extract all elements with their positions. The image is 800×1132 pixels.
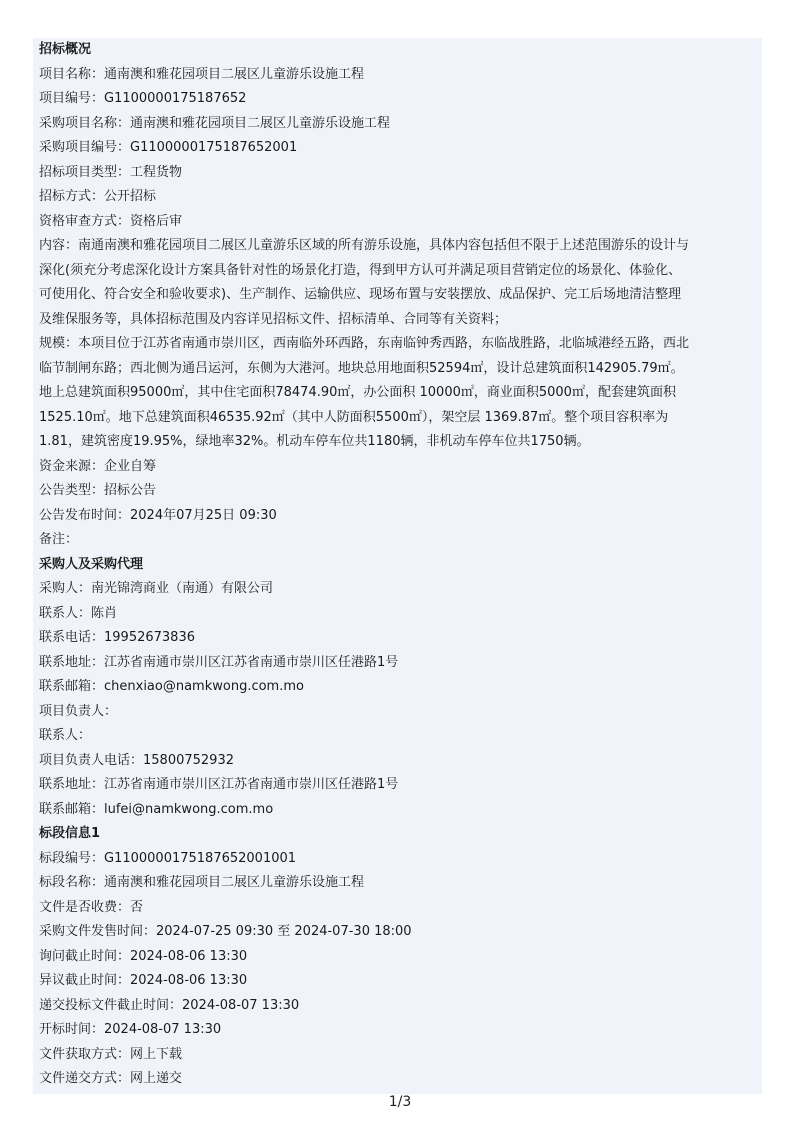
purchase-project-number: 采购项目编号：G1100000175187652001: [39, 140, 298, 155]
project-name: 项目名称：通南澳和雅花园项目二展区儿童游乐设施工程: [39, 66, 365, 82]
funding-source: 资金来源：企业自筹: [39, 458, 157, 474]
contact-person: 联系人：陈肖: [39, 605, 118, 621]
publish-time: 公告发布时间：2024年07月25日 09:30: [39, 507, 277, 523]
section-heading-lot: 标段信息1: [39, 826, 101, 841]
document-sale-time: 采购文件发售时间：2024-07-25 09:30 至 2024-07-30 18:00: [39, 924, 412, 939]
contact-phone: 联系电话：19952673836: [39, 630, 195, 645]
obtain-method: 文件获取方式：网上下载: [39, 1046, 183, 1062]
lot-number: 标段编号：G1100000175187652001001: [39, 850, 297, 866]
contact-email: 联系邮箱：chenxiao@namkwong.com.mo: [39, 679, 304, 694]
contact-email-2: 联系邮箱：lufei@namkwong.com.mo: [39, 801, 274, 817]
objection-deadline: 异议截止时间：2024-08-06 13:30: [39, 973, 248, 988]
project-leader: 项目负责人：: [39, 703, 118, 719]
section-heading-purchaser: 采购人及采购代理: [39, 556, 144, 572]
project-number: 项目编号：G1100000175187652: [39, 91, 247, 106]
inquiry-deadline: 询问截止时间：2024-08-06 13:30: [39, 948, 248, 964]
project-type: 招标项目类型：工程货物: [39, 164, 183, 180]
remark: 备注：: [39, 532, 79, 547]
leader-phone: 项目负责人电话：15800752932: [39, 752, 234, 768]
document-fee: 文件是否收费：否: [39, 899, 144, 915]
section-heading-overview: 招标概况: [39, 42, 92, 57]
notice-content: [33, 38, 762, 1094]
content-paragraph: 内容：南通南澳和雅花园项目二展区儿童游乐区域的所有游乐设施，具体内容包括但不限于上述范围游乐的设计与 深化(须充分考虑深化设计方案具备针对性的场景化打造，得到甲方认可并满足项目营销定位的场景化、体验化、 可使用化、符合安全和验收要求)、生产制作、运输供应、现场布置与安装摆放、成品保护、完工后场地清洁整理 及维保服务等，具体招标范围及内容详见招标文件、招标清单、合同等有关资料；: [39, 238, 690, 327]
opening-time: 开标时间：2024-08-07 13:30: [39, 1022, 222, 1037]
purchaser: 采购人：南光锦湾商业（南通）有限公司: [39, 581, 274, 596]
page-number: 1/3: [388, 1094, 412, 1110]
contact-person-2: 联系人：: [39, 728, 92, 743]
submit-method: 文件递交方式：网上递交: [39, 1071, 183, 1086]
notice-type: 公告类型：招标公告: [39, 483, 157, 498]
lot-name: 标段名称：通南澳和雅花园项目二展区儿童游乐设施工程: [39, 875, 365, 890]
purchase-project-name: 采购项目名称：通南澳和雅花园项目二展区儿童游乐设施工程: [39, 115, 391, 131]
scale-paragraph: 规模：本项目位于江苏省南通市崇川区，西南临外环西路，东南临钟秀西路，东临战胜路，北临城港经五路，西北 临节制闸东路；西北侧为通吕运河，东侧为大港河。地块总用地面积52594㎡，设计总建筑面积142905.79㎡。 地上总建筑面积95000㎡，其中住宅面积78474.90㎡，办公面积 10000㎡，商业面积5000㎡，配套建筑面积 1525.10㎡。地下总建筑面积46535.92㎡（其中人防面积5500㎡），架空层 1369.87㎡。整个项目容积率为 1.81，建筑密度19.95%，绿地率32%。机动车停车位共1180辆，非机动车停车位共1750辆。: [39, 336, 690, 449]
contact-address: 联系地址：江苏省南通市崇川区江苏省南通市崇川区任港路1号: [39, 654, 399, 670]
qualification-review: 资格审查方式：资格后审: [39, 213, 183, 229]
contact-address-2: 联系地址：江苏省南通市崇川区江苏省南通市崇川区任港路1号: [39, 777, 399, 792]
submission-deadline: 递交投标文件截止时间：2024-08-07 13:30: [39, 997, 300, 1013]
tender-method: 招标方式：公开招标: [39, 189, 157, 204]
